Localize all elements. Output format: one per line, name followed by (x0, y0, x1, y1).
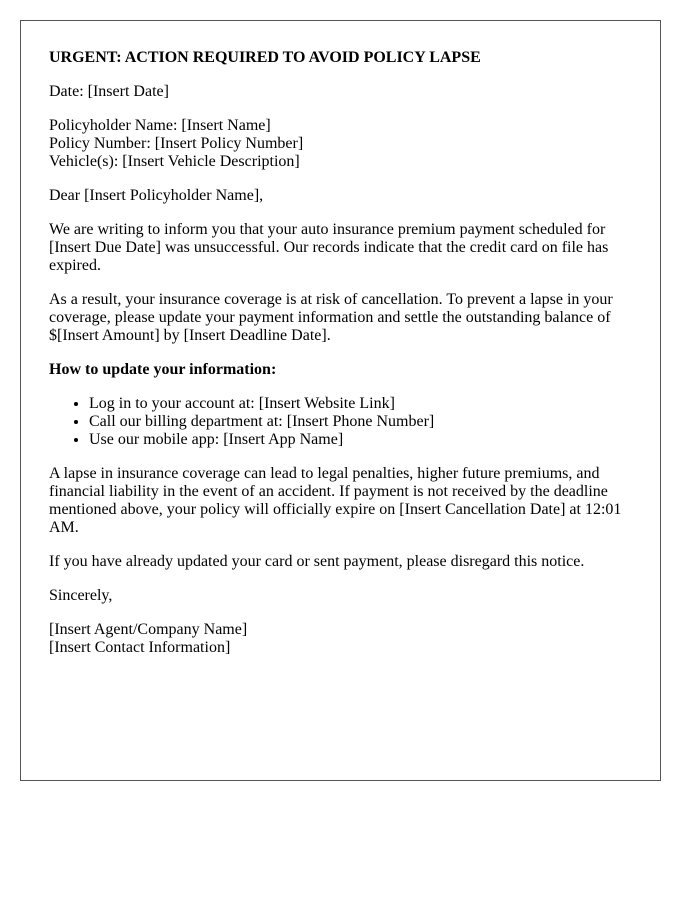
date-line: Date: [Insert Date] (49, 83, 169, 100)
signature-name: [Insert Agent/Company Name] (49, 621, 248, 638)
paragraph-disregard-notice: If you have already updated your card or sent payment, please disregard this notice. (49, 553, 585, 570)
letter-title: URGENT: ACTION REQUIRED TO AVOID POLICY LAPSE (49, 49, 481, 66)
signature-block (49, 621, 632, 657)
salutation: Dear [Insert Policyholder Name], (49, 187, 264, 204)
policyholder-name: Policyholder Name: [Insert Name] (49, 117, 271, 134)
how-to-update-list (49, 395, 632, 449)
letter-container (20, 20, 661, 781)
policy-details (49, 117, 632, 171)
list-item-app: • Use our mobile app: [Insert App Name] (89, 431, 632, 449)
paragraph-lapse-consequences: A lapse in insurance coverage can lead to legal penalties, higher future premiums, and financial liability in the event of an accident. If payment is not received by the deadline mentioned above, your policy will officially expire on [Insert Cancellation Date] at 12:01 AM. (49, 465, 622, 536)
list-item-website: • Log in to your account at: [Insert Website Link] (89, 395, 632, 413)
vehicle-description: Vehicle(s): [Insert Vehicle Description] (49, 153, 300, 170)
signature-contact: [Insert Contact Information] (49, 639, 231, 656)
policy-number: Policy Number: [Insert Policy Number] (49, 135, 304, 152)
paragraph-payment-failed: We are writing to inform you that your auto insurance premium payment scheduled for [Insert Due Date] was unsuccessful. Our records indicate that the credit card on file has expired. (49, 221, 609, 274)
closing: Sincerely, (49, 587, 113, 604)
list-item-phone: • Call our billing department at: [Insert Phone Number] (89, 413, 632, 431)
how-to-update-heading: How to update your information: (49, 361, 277, 378)
paragraph-risk-of-cancellation: As a result, your insurance coverage is at risk of cancellation. To prevent a lapse in your coverage, please update your payment information and settle the outstanding balance of $[Insert Amount] by [Insert Deadline Date]. (49, 291, 613, 344)
